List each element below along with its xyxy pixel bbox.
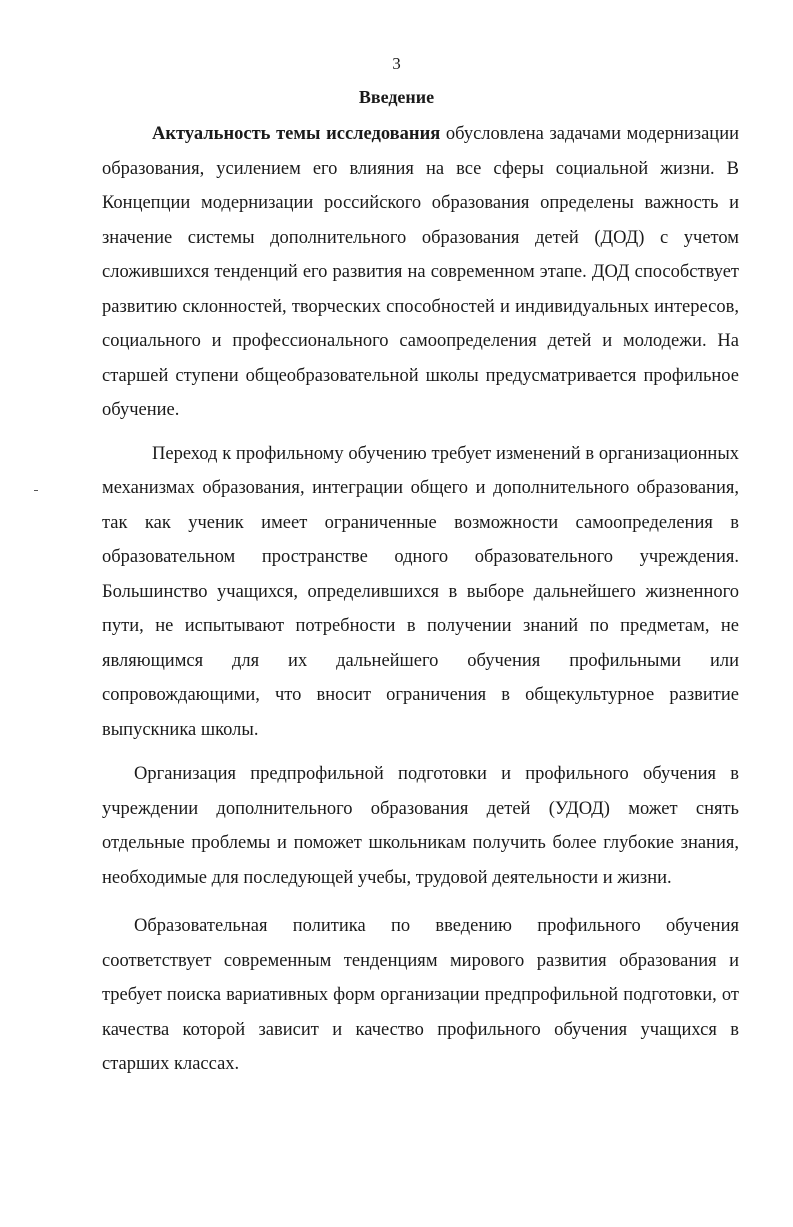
- page-number: 3: [392, 54, 401, 73]
- paragraph-text: Переход к профильному обучению требует изменений в организационных механизмах образования, интеграции общего и дополнительного образования, так как ученик имеет ограниченные возможности самоопределения в образовательном пространстве одного образовательного учреждения. Большинство учащихся, определившихся в выборе дальнейшего жизненного пути, не испытывают потребности в получении знаний по предметам, не являющимся для их дальнейшего обучения профильными или сопровождающими, что вносит ограничения в общекультурное развитие выпускника школы.: [102, 443, 739, 740]
- paragraph-transition: [102, 437, 739, 748]
- paragraph-lead-bold: Актуальность темы исследования: [152, 124, 441, 144]
- body-text: [102, 117, 739, 1082]
- scan-artifact-dot: [34, 490, 38, 491]
- paragraph-relevance: [102, 117, 739, 428]
- paragraph-text: Организация предпрофильной подготовки и профильного обучения в учреждении дополнительного образования детей (УДОД) может снять отдельные проблемы и поможет школьникам получить более глубокие знания, необходимые для последующей учебы, трудовой деятельности и жизни.: [102, 764, 739, 888]
- paragraph-text: обусловлена задачами модернизации образования, усилением его влияния на все сферы социальной жизни. В Концепции модернизации российского образования определены важность и значение системы дополнительного образования детей (ДОД) с учетом сложившихся тенденций его развития на современном этапе. ДОД способствует развитию склонностей, творческих способностей и индивидуальных интересов, социального и профессионального самоопределения детей и молодежи. На старшей ступени общеобразовательной школы предусматривается профильное обучение.: [102, 124, 739, 420]
- paragraph-text: Образовательная политика по введению профильного обучения соответствует современным тенденциям мирового развития образования и требует поиска вариативных форм организации предпрофильной подготовки, от качества которой зависит и качество профильного обучения учащихся в старших классах.: [102, 916, 739, 1074]
- paragraph-policy: [102, 909, 739, 1082]
- section-title: Введение: [358, 87, 435, 107]
- paragraph-organization: [102, 757, 739, 895]
